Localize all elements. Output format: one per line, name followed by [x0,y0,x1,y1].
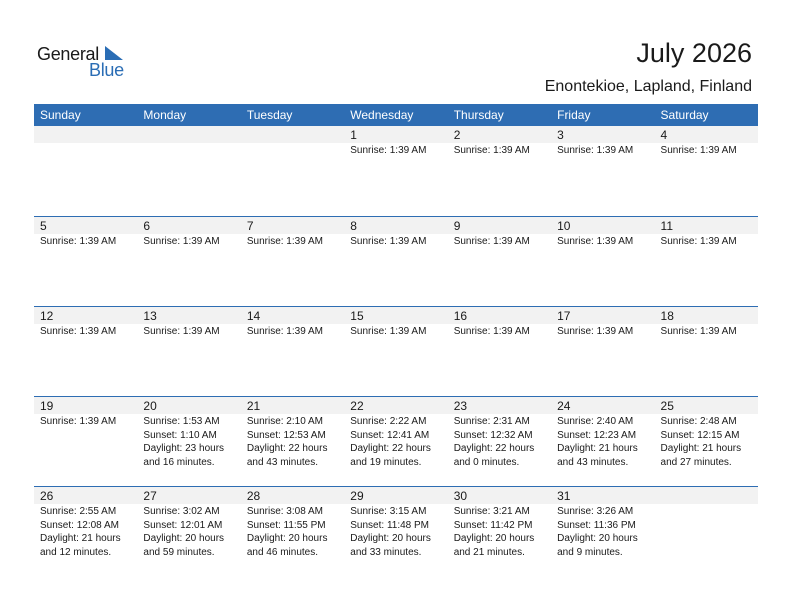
day-number: 3 [551,126,654,143]
day-sun-info: Sunrise: 1:39 AM [350,326,427,337]
day-number: 8 [344,217,447,234]
day-sun-info: Sunrise: 1:39 AM [660,236,737,247]
day-sun-info [241,143,344,144]
day-cell [344,217,447,306]
day-sun-info: Sunrise: 1:39 AM [453,236,530,247]
day-cell [448,487,551,576]
day-number [34,126,137,143]
weekday-header-row [34,104,758,126]
day-cell [137,307,240,396]
day-sun-info [137,143,240,144]
day-sun-info: Sunrise: 1:39 AM [143,326,220,337]
day-cell [655,487,758,576]
day-cell [448,217,551,306]
day-number: 10 [551,217,654,234]
day-sun-info: Sunrise: 1:39 AM [350,236,427,247]
day-sun-info: Sunrise: 1:39 AM [557,326,634,337]
day-cell [137,397,240,486]
day-sun-info: Sunrise: 2:55 AM Sunset: 12:08 AM Daylight: 21 hours and 12 minutes. [40,506,121,558]
logo [37,44,137,84]
day-cell [34,126,137,216]
day-number: 30 [448,487,551,504]
week-row [34,486,758,576]
day-sun-info: Sunrise: 2:31 AM Sunset: 12:32 AM Daylight: 22 hours and 0 minutes. [453,416,535,468]
day-sun-info [34,143,137,144]
day-cell [448,307,551,396]
day-number: 12 [34,307,137,324]
day-cell [551,397,654,486]
page-title: July 2026 [636,38,752,68]
week-row [34,126,758,216]
day-cell [241,126,344,216]
day-cell [34,307,137,396]
logo-general-text: General [37,44,99,64]
day-number: 31 [551,487,654,504]
day-sun-info: Sunrise: 1:39 AM [143,236,220,247]
day-sun-info: Sunrise: 3:26 AM Sunset: 11:36 PM Daylight: 20 hours and 9 minutes. [557,506,638,558]
day-number: 7 [241,217,344,234]
calendar-grid [34,104,758,576]
logo-triangle-icon [105,46,125,62]
day-sun-info: Sunrise: 1:39 AM [453,145,530,156]
day-sun-info: Sunrise: 1:39 AM [453,326,530,337]
day-number: 9 [448,217,551,234]
weekday-header: Saturday [660,108,709,122]
day-sun-info: Sunrise: 3:15 AM Sunset: 11:48 PM Daylight: 20 hours and 33 minutes. [350,506,431,558]
day-cell [551,307,654,396]
day-number [655,487,758,504]
weekday-header: Friday [557,108,591,122]
week-row [34,216,758,306]
day-cell [344,397,447,486]
day-number: 11 [655,217,758,234]
day-sun-info: Sunrise: 1:39 AM [557,145,634,156]
day-number: 2 [448,126,551,143]
day-number: 18 [655,307,758,324]
day-cell [655,217,758,306]
day-number: 5 [34,217,137,234]
day-number: 29 [344,487,447,504]
day-number: 14 [241,307,344,324]
day-cell [448,126,551,216]
day-sun-info: Sunrise: 3:02 AM Sunset: 12:01 AM Daylight: 20 hours and 59 minutes. [143,506,225,558]
day-number: 15 [344,307,447,324]
day-number [241,126,344,143]
day-sun-info: Sunrise: 1:39 AM [40,236,117,247]
day-cell [137,487,240,576]
day-cell [241,307,344,396]
day-cell [241,487,344,576]
weekday-header: Monday [143,108,187,122]
location-subtitle: Enontekioe, Lapland, Finland [544,78,752,95]
day-number: 28 [241,487,344,504]
day-cell [551,126,654,216]
day-cell [448,397,551,486]
day-number: 13 [137,307,240,324]
day-number: 23 [448,397,551,414]
day-cell [241,397,344,486]
day-cell [344,126,447,216]
day-cell [34,397,137,486]
day-sun-info: Sunrise: 1:39 AM [660,145,737,156]
day-sun-info [655,504,758,505]
day-number: 22 [344,397,447,414]
day-sun-info: Sunrise: 1:53 AM Sunset: 1:10 AM Daylight: 23 hours and 16 minutes. [143,416,225,468]
week-row [34,306,758,396]
day-cell [137,126,240,216]
day-cell [551,217,654,306]
day-cell [551,487,654,576]
weekday-header: Thursday [453,108,504,122]
day-number: 27 [137,487,240,504]
logo-blue-text: Blue [89,60,124,80]
day-cell [655,126,758,216]
day-number: 1 [344,126,447,143]
day-number: 16 [448,307,551,324]
day-cell [34,487,137,576]
day-sun-info: Sunrise: 1:39 AM [246,236,323,247]
day-sun-info: Sunrise: 1:39 AM [350,145,427,156]
day-number: 24 [551,397,654,414]
day-cell [655,397,758,486]
weekday-header: Wednesday [350,108,414,122]
day-sun-info: Sunrise: 1:39 AM [40,326,117,337]
day-number: 4 [655,126,758,143]
day-sun-info: Sunrise: 3:08 AM Sunset: 11:55 PM Daylight: 20 hours and 46 minutes. [246,506,328,558]
weeks-container [34,126,758,576]
day-sun-info: Sunrise: 3:21 AM Sunset: 11:42 PM Daylight: 20 hours and 21 minutes. [453,506,535,558]
day-sun-info: Sunrise: 1:39 AM [660,326,737,337]
day-number: 25 [655,397,758,414]
day-cell [344,307,447,396]
day-cell [137,217,240,306]
day-sun-info: Sunrise: 2:22 AM Sunset: 12:41 AM Daylight: 22 hours and 19 minutes. [350,416,431,468]
day-sun-info: Sunrise: 1:39 AM [246,326,323,337]
week-row [34,396,758,486]
day-number: 6 [137,217,240,234]
day-cell [34,217,137,306]
day-cell [344,487,447,576]
day-cell [241,217,344,306]
weekday-header: Tuesday [246,108,293,122]
day-number: 19 [34,397,137,414]
day-number [137,126,240,143]
day-number: 26 [34,487,137,504]
day-sun-info: Sunrise: 1:39 AM [557,236,634,247]
day-sun-info: Sunrise: 2:48 AM Sunset: 12:15 AM Daylight: 21 hours and 27 minutes. [660,416,742,468]
day-number: 17 [551,307,654,324]
day-number: 21 [241,397,344,414]
day-cell [655,307,758,396]
day-sun-info: Sunrise: 2:40 AM Sunset: 12:23 AM Daylight: 21 hours and 43 minutes. [557,416,638,468]
day-sun-info: Sunrise: 2:10 AM Sunset: 12:53 AM Daylight: 22 hours and 43 minutes. [246,416,328,468]
day-number: 20 [137,397,240,414]
weekday-header: Sunday [40,108,81,122]
day-sun-info: Sunrise: 1:39 AM [40,416,117,427]
